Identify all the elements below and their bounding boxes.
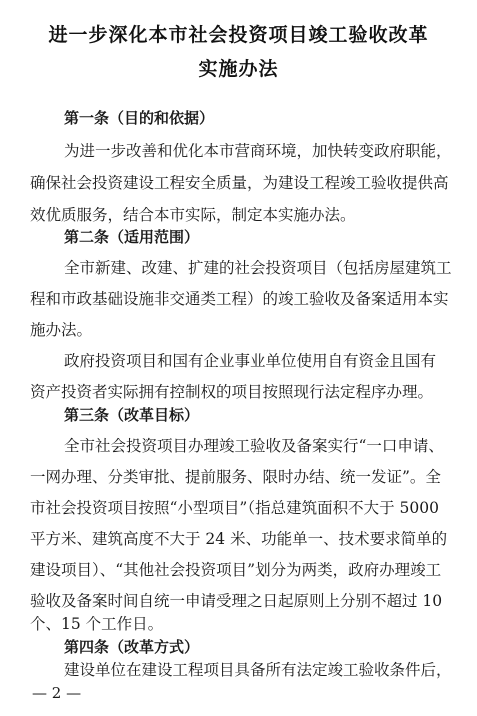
document-title-continued: 实施办法 [198, 58, 279, 80]
paragraph-line: 平方米、建筑高度不大于 24 米、功能单一、技术要求简单的 [30, 530, 448, 548]
paragraph-line: 确保社会投资建设工程安全质量，为建设工程竣工验收提供高 [30, 174, 449, 192]
paragraph-line: 一网办理、分类审批、提前服务、限时办结、统一发证”。全 [30, 468, 441, 486]
page-number: — 2 — [32, 684, 82, 702]
paragraph-line: 施办法。 [30, 321, 93, 339]
paragraph-line: 建设项目）、“其他社会投资项目”划分为两类，政府办理竣工 [30, 561, 442, 579]
paragraph-line: 市社会投资项目按照“小型项目”（指总建筑面积不大于 5000 [30, 499, 439, 517]
paragraph-line: 资产投资者实际拥有控制权的项目按照现行法定程序办理。 [30, 383, 434, 401]
article-4-heading: 第四条（改革方式） [64, 638, 200, 656]
article-2-heading: 第二条（适用范围） [64, 228, 200, 246]
paragraph-line: 全市新建、改建、扩建的社会投资项目（包括房屋建筑工 [64, 259, 452, 277]
paragraph-line: 全市社会投资项目办理竣工验收及备案实行“一口申请、 [64, 437, 444, 455]
paragraph-line: 政府投资项目和国有企业事业单位使用自有资金且国有 [64, 352, 437, 370]
paragraph-line: 建设单位在建设工程项目具备所有法定竣工验收条件后， [64, 661, 452, 679]
article-1-heading: 第一条（目的和依据） [64, 109, 215, 127]
paragraph-line: 个、15 个工作日。 [30, 615, 164, 633]
paragraph-line: 效优质服务，结合本市实际，制定本实施办法。 [30, 206, 356, 224]
document-title: 进一步深化本市社会投资项目竣工验收改革 [48, 24, 429, 46]
paragraph-line: 为进一步改善和优化本市营商环境，加快转变政府职能， [64, 142, 452, 160]
paragraph-line: 程和市政基础设施非交通类工程）的竣工验收及备案适用本实 [30, 290, 449, 308]
article-3-heading: 第三条（改革目标） [64, 406, 200, 424]
paragraph-line: 验收及备案时间自统一申请受理之日起原则上分别不超过 10 [30, 592, 443, 610]
